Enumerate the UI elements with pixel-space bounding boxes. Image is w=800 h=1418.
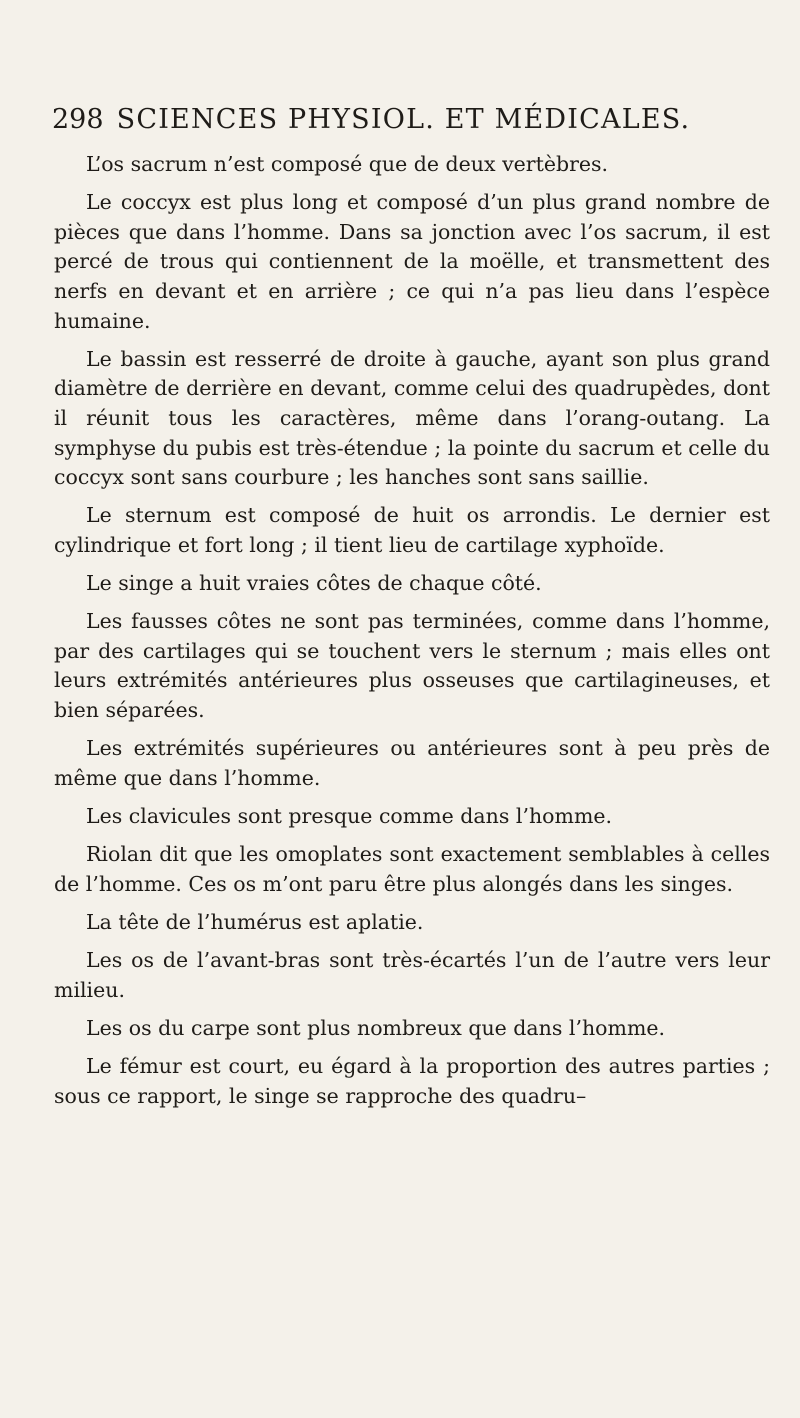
paragraph-clavicules: Les clavicules sont presque comme dans l’homme. bbox=[86, 804, 613, 829]
paragraph-avant-bras: Les os de l’avant-bras sont très-écartés l’un de l’autre vers leur milieu. bbox=[54, 948, 770, 1002]
paragraph-extremites: Les extrémités supérieures ou antérieures sont à peu près de même que dans l’homme. bbox=[54, 736, 770, 790]
running-head bbox=[52, 104, 772, 144]
running-title: SCIENCES PHYSIOL. ET MÉDICALES. bbox=[116, 104, 691, 135]
paragraph-sacrum: L’os sacrum n’est composé que de deux vertèbres. bbox=[86, 152, 609, 176]
paragraph-humerus: La tête de l’humérus est aplatie. bbox=[86, 910, 424, 934]
paragraph-femur: Le fémur est court, eu égard à la proportion des autres parties ; sous ce rapport, le singe se rapproche des quadru– bbox=[54, 1054, 770, 1108]
body-text bbox=[54, 150, 770, 1120]
paragraph-bassin: Le bassin est resserré de droite à gauche, ayant son plus grand diamètre de derrière en devant, comme celui des quadrupèdes, dont il réunit tous les caractères, même dans l’orang-outang. La symphyse du pubis est très-étendue ; la pointe du sacrum et celle du coccyx sont sans courbure ; les hanches sont sans saillie. bbox=[54, 346, 770, 490]
paragraph-omoplates: Riolan dit que les omoplates sont exactement semblables à celles de l’homme. Ces os m’ont paru être plus alongés dans les singes. bbox=[54, 842, 770, 896]
paragraph-vraies-cotes: Le singe a huit vraies côtes de chaque côté. bbox=[86, 571, 542, 596]
paragraph-carpe: Les os du carpe sont plus nombreux que dans l’homme. bbox=[86, 1015, 666, 1040]
paragraph-sternum: Le sternum est composé de huit os arrondis. Le dernier est cylindrique et fort long ; il tient lieu de cartilage xyphoïde. bbox=[54, 503, 770, 557]
paragraph-fausses-cotes: Les fausses côtes ne sont pas terminées, comme dans l’homme, par des cartilages qui se touchent vers le sternum ; mais elles ont leurs extrémités antérieures plus osseuses que cartilagineuses, et bien séparées. bbox=[54, 609, 770, 723]
page-number: 298 bbox=[52, 104, 104, 135]
paragraph-coccyx: Le coccyx est plus long et composé d’un plus grand nombre de pièces que dans l’homme. Dans sa jonction avec l’os sacrum, il est percé de trous qui contiennent de la moëlle, et transmettent des nerfs en devant et en arrière ; ce qui n’a pas lieu dans l’espèce humaine. bbox=[54, 190, 770, 333]
